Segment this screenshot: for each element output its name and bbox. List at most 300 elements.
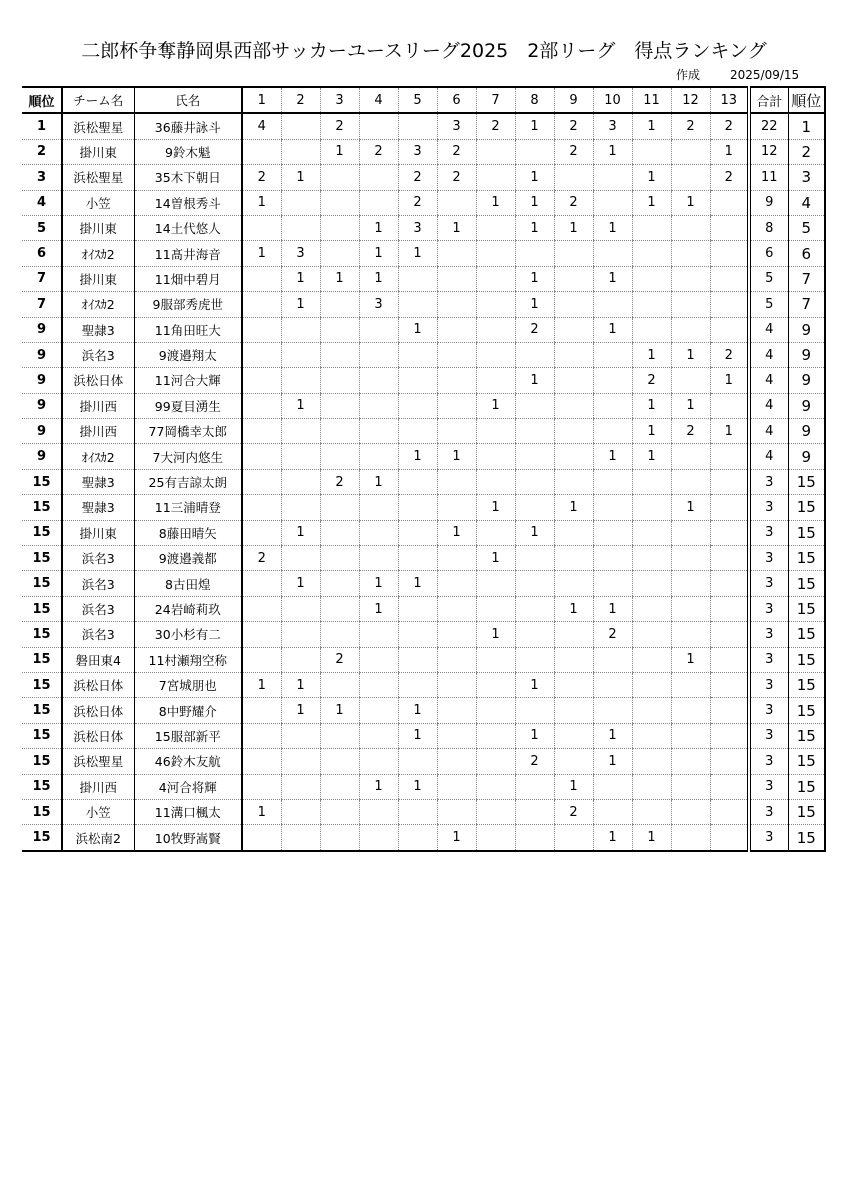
goals-cell: 1 — [710, 419, 749, 444]
total-cell: 3 — [749, 698, 788, 723]
player-name-cell: 25有吉諒太朗 — [134, 469, 242, 494]
goals-cell — [632, 774, 671, 799]
position-cell: 15 — [788, 622, 825, 647]
table-row — [22, 393, 825, 418]
goals-cell — [671, 774, 710, 799]
total-cell: 3 — [749, 596, 788, 621]
goals-cell — [320, 495, 359, 520]
goals-cell — [554, 419, 593, 444]
table-row — [22, 546, 825, 571]
goals-cell: 1 — [554, 596, 593, 621]
goals-cell — [515, 419, 554, 444]
goals-cell — [320, 342, 359, 367]
goals-cell: 1 — [515, 113, 554, 139]
goals-cell: 1 — [281, 571, 320, 596]
goals-cell — [437, 698, 476, 723]
goals-cell — [437, 596, 476, 621]
table-row — [22, 799, 825, 824]
goals-cell: 3 — [593, 113, 632, 139]
goals-cell — [437, 799, 476, 824]
team-cell: 聖隷3 — [62, 469, 134, 494]
goals-cell — [671, 317, 710, 342]
player-name-cell: 9渡邉義都 — [134, 546, 242, 571]
goals-cell: 1 — [515, 520, 554, 545]
position-cell: 1 — [788, 113, 825, 139]
table-row — [22, 622, 825, 647]
goals-cell — [476, 215, 515, 240]
goals-cell — [710, 317, 749, 342]
table-row — [22, 241, 825, 266]
goals-cell — [437, 622, 476, 647]
goals-cell — [671, 799, 710, 824]
goals-cell — [671, 266, 710, 291]
goals-cell: 1 — [593, 317, 632, 342]
table-row — [22, 723, 825, 748]
goals-cell — [671, 139, 710, 164]
position-cell: 4 — [788, 190, 825, 215]
goals-cell — [437, 647, 476, 672]
goals-cell — [359, 165, 398, 190]
goals-cell — [320, 393, 359, 418]
goals-cell — [398, 342, 437, 367]
goals-cell — [593, 520, 632, 545]
goals-cell: 2 — [554, 139, 593, 164]
rank-cell: 1 — [22, 113, 62, 139]
goals-cell — [515, 241, 554, 266]
player-name-cell: 30小杉有二 — [134, 622, 242, 647]
goals-cell — [359, 393, 398, 418]
team-cell: 浜名3 — [62, 546, 134, 571]
goals-cell — [437, 571, 476, 596]
player-name-cell: 4河合将輝 — [134, 774, 242, 799]
goals-cell — [476, 825, 515, 851]
goals-cell: 2 — [710, 165, 749, 190]
position-cell: 15 — [788, 596, 825, 621]
goals-cell: 2 — [632, 368, 671, 393]
goals-cell — [437, 774, 476, 799]
team-cell: 浜松聖星 — [62, 113, 134, 139]
position-cell: 15 — [788, 495, 825, 520]
goals-cell: 2 — [671, 113, 710, 139]
goals-cell — [632, 799, 671, 824]
table-row — [22, 520, 825, 545]
goals-cell — [281, 622, 320, 647]
goals-cell — [398, 520, 437, 545]
player-name-cell: 9渡邉翔太 — [134, 342, 242, 367]
goals-cell: 1 — [398, 241, 437, 266]
table-row — [22, 317, 825, 342]
goals-cell — [320, 571, 359, 596]
goals-cell — [710, 241, 749, 266]
goals-cell — [593, 799, 632, 824]
goals-cell: 1 — [281, 266, 320, 291]
total-cell: 3 — [749, 749, 788, 774]
goals-cell — [281, 723, 320, 748]
position-cell: 7 — [788, 266, 825, 291]
rank-cell: 5 — [22, 215, 62, 240]
created-date: 2025/09/15 — [730, 68, 800, 82]
goals-cell — [242, 469, 281, 494]
rank-cell: 9 — [22, 419, 62, 444]
goals-cell — [359, 749, 398, 774]
table-row — [22, 368, 825, 393]
goals-cell — [476, 571, 515, 596]
goals-cell: 1 — [359, 266, 398, 291]
goals-cell — [242, 622, 281, 647]
goals-cell — [359, 622, 398, 647]
goals-cell: 1 — [476, 546, 515, 571]
goals-cell — [359, 190, 398, 215]
table-row — [22, 825, 825, 851]
player-name-cell: 14土代悠人 — [134, 215, 242, 240]
goals-cell — [476, 749, 515, 774]
goals-cell: 1 — [437, 444, 476, 469]
header-match-5: 5 — [398, 87, 437, 113]
total-cell: 12 — [749, 139, 788, 164]
goals-cell — [515, 393, 554, 418]
goals-cell: 2 — [320, 647, 359, 672]
rank-cell: 9 — [22, 444, 62, 469]
goals-cell — [710, 520, 749, 545]
goals-cell — [476, 139, 515, 164]
goals-cell — [281, 825, 320, 851]
goals-cell: 1 — [671, 495, 710, 520]
goals-cell — [242, 495, 281, 520]
goals-cell — [554, 546, 593, 571]
goals-cell — [593, 546, 632, 571]
goals-cell — [242, 596, 281, 621]
goals-cell — [437, 723, 476, 748]
player-name-cell: 99夏目湧生 — [134, 393, 242, 418]
goals-cell — [710, 393, 749, 418]
table-row — [22, 698, 825, 723]
team-cell: 浜名3 — [62, 622, 134, 647]
position-cell: 15 — [788, 571, 825, 596]
goals-cell — [593, 190, 632, 215]
rank-cell: 7 — [22, 292, 62, 317]
goals-cell — [398, 495, 437, 520]
goals-cell — [554, 571, 593, 596]
goals-cell: 1 — [359, 215, 398, 240]
rank-cell: 7 — [22, 266, 62, 291]
goals-cell: 1 — [671, 647, 710, 672]
goals-cell: 3 — [398, 139, 437, 164]
goals-cell — [710, 469, 749, 494]
team-cell: 浜松南2 — [62, 825, 134, 851]
goals-cell: 1 — [671, 190, 710, 215]
goals-cell — [554, 444, 593, 469]
goals-cell — [242, 647, 281, 672]
goals-cell: 1 — [359, 571, 398, 596]
goals-cell — [671, 444, 710, 469]
goals-cell — [671, 546, 710, 571]
header-match-10: 10 — [593, 87, 632, 113]
goals-cell — [281, 799, 320, 824]
goals-cell — [632, 622, 671, 647]
table-row — [22, 342, 825, 367]
goals-cell: 1 — [515, 723, 554, 748]
goals-cell: 2 — [320, 469, 359, 494]
goals-cell: 1 — [593, 749, 632, 774]
table-row — [22, 292, 825, 317]
goals-cell — [671, 292, 710, 317]
player-name-cell: 8古田煌 — [134, 571, 242, 596]
goals-cell — [710, 190, 749, 215]
goals-cell — [710, 698, 749, 723]
goals-cell — [710, 672, 749, 697]
table-row — [22, 469, 825, 494]
goals-cell — [281, 368, 320, 393]
goals-cell — [320, 825, 359, 851]
goals-cell — [632, 596, 671, 621]
goals-cell: 3 — [398, 215, 437, 240]
goals-cell — [437, 495, 476, 520]
header-match-8: 8 — [515, 87, 554, 113]
goals-cell: 1 — [632, 825, 671, 851]
goals-cell — [359, 520, 398, 545]
goals-cell — [242, 723, 281, 748]
goals-cell — [320, 672, 359, 697]
header-match-3: 3 — [320, 87, 359, 113]
goals-cell — [671, 165, 710, 190]
table-row — [22, 266, 825, 291]
goals-cell — [242, 215, 281, 240]
header-match-7: 7 — [476, 87, 515, 113]
rank-cell: 9 — [22, 393, 62, 418]
goals-cell — [671, 622, 710, 647]
goals-cell: 1 — [398, 774, 437, 799]
goals-cell: 1 — [710, 368, 749, 393]
goals-cell — [437, 393, 476, 418]
player-name-cell: 77岡橋幸太郎 — [134, 419, 242, 444]
goals-cell: 1 — [437, 825, 476, 851]
goals-cell — [593, 774, 632, 799]
rank-cell: 15 — [22, 749, 62, 774]
goals-cell: 1 — [554, 495, 593, 520]
goals-cell — [242, 774, 281, 799]
goals-cell — [437, 749, 476, 774]
goals-cell: 1 — [242, 241, 281, 266]
position-cell: 7 — [788, 292, 825, 317]
team-cell: 浜松日体 — [62, 698, 134, 723]
team-cell: 掛川東 — [62, 520, 134, 545]
goals-cell — [320, 723, 359, 748]
team-cell: ｵｲｽｶ2 — [62, 292, 134, 317]
total-cell: 3 — [749, 799, 788, 824]
goals-cell — [281, 113, 320, 139]
goals-cell — [398, 647, 437, 672]
header-total: 合計 — [749, 87, 788, 113]
goals-cell: 1 — [515, 368, 554, 393]
goals-cell: 1 — [281, 672, 320, 697]
goals-cell — [320, 622, 359, 647]
goals-cell: 2 — [437, 165, 476, 190]
table-row — [22, 749, 825, 774]
goals-cell: 1 — [515, 165, 554, 190]
goals-cell — [281, 774, 320, 799]
goals-cell — [515, 622, 554, 647]
goals-cell — [359, 672, 398, 697]
goals-cell — [632, 292, 671, 317]
goals-cell — [476, 520, 515, 545]
total-cell: 3 — [749, 672, 788, 697]
goals-cell — [398, 799, 437, 824]
player-name-cell: 11髙井海音 — [134, 241, 242, 266]
goals-cell — [476, 317, 515, 342]
goals-cell — [437, 241, 476, 266]
rank-cell: 15 — [22, 520, 62, 545]
goals-cell: 2 — [359, 139, 398, 164]
goals-cell — [554, 165, 593, 190]
creation-info — [676, 66, 799, 83]
goals-cell: 2 — [554, 799, 593, 824]
goals-cell: 2 — [710, 342, 749, 367]
header-match-9: 9 — [554, 87, 593, 113]
goals-cell — [398, 672, 437, 697]
rank-cell: 15 — [22, 622, 62, 647]
player-name-cell: 35木下朝日 — [134, 165, 242, 190]
player-name-cell: 10牧野嵩賢 — [134, 825, 242, 851]
goals-cell — [242, 393, 281, 418]
goals-cell — [593, 342, 632, 367]
rank-cell: 3 — [22, 165, 62, 190]
position-cell: 9 — [788, 368, 825, 393]
goals-cell — [632, 215, 671, 240]
player-name-cell: 36藤井詠斗 — [134, 113, 242, 139]
goals-cell: 1 — [632, 444, 671, 469]
rank-cell: 15 — [22, 672, 62, 697]
goals-cell: 1 — [671, 342, 710, 367]
goals-cell: 1 — [632, 113, 671, 139]
goals-cell — [476, 241, 515, 266]
goals-cell: 4 — [242, 113, 281, 139]
goals-cell — [476, 672, 515, 697]
goals-cell — [710, 825, 749, 851]
team-cell: 掛川東 — [62, 139, 134, 164]
goals-cell — [359, 825, 398, 851]
total-cell: 6 — [749, 241, 788, 266]
goals-cell — [710, 266, 749, 291]
player-name-cell: 24岩崎莉玖 — [134, 596, 242, 621]
goals-cell: 1 — [632, 342, 671, 367]
goals-cell — [671, 368, 710, 393]
rank-cell: 9 — [22, 368, 62, 393]
goals-cell — [320, 419, 359, 444]
goals-cell — [593, 698, 632, 723]
goals-cell — [593, 495, 632, 520]
goals-cell: 1 — [632, 393, 671, 418]
position-cell: 15 — [788, 799, 825, 824]
position-cell: 9 — [788, 444, 825, 469]
header-match-1: 1 — [242, 87, 281, 113]
total-cell: 4 — [749, 419, 788, 444]
goals-cell: 1 — [554, 215, 593, 240]
goals-cell — [554, 723, 593, 748]
goals-cell — [320, 215, 359, 240]
goals-cell: 1 — [281, 165, 320, 190]
goals-cell: 2 — [593, 622, 632, 647]
player-name-cell: 8藤田晴矢 — [134, 520, 242, 545]
total-cell: 3 — [749, 469, 788, 494]
goals-cell: 1 — [398, 723, 437, 748]
goals-cell — [671, 672, 710, 697]
player-name-cell: 7大河内悠生 — [134, 444, 242, 469]
total-cell: 3 — [749, 495, 788, 520]
position-cell: 6 — [788, 241, 825, 266]
goals-cell — [476, 774, 515, 799]
goals-cell — [437, 266, 476, 291]
goals-cell — [476, 647, 515, 672]
goals-cell — [242, 368, 281, 393]
goals-cell: 1 — [398, 444, 437, 469]
goals-cell — [554, 368, 593, 393]
goals-cell: 1 — [320, 139, 359, 164]
goals-cell — [320, 596, 359, 621]
goals-cell: 2 — [437, 139, 476, 164]
goals-cell: 1 — [359, 596, 398, 621]
goals-cell — [320, 799, 359, 824]
goals-cell: 1 — [320, 698, 359, 723]
goals-cell — [515, 647, 554, 672]
goals-cell — [242, 698, 281, 723]
header-name: 氏名 — [134, 87, 242, 113]
header-team: チーム名 — [62, 87, 134, 113]
goals-cell — [281, 444, 320, 469]
goals-cell — [710, 799, 749, 824]
total-cell: 3 — [749, 546, 788, 571]
table-header-row — [22, 87, 825, 113]
total-cell: 5 — [749, 292, 788, 317]
position-cell: 9 — [788, 342, 825, 367]
table-row — [22, 419, 825, 444]
position-cell: 5 — [788, 215, 825, 240]
goals-cell — [710, 596, 749, 621]
goals-cell — [710, 723, 749, 748]
goals-cell: 1 — [476, 393, 515, 418]
goals-cell — [554, 393, 593, 418]
player-name-cell: 11溝口楓太 — [134, 799, 242, 824]
goals-cell — [359, 723, 398, 748]
goals-cell — [710, 495, 749, 520]
position-cell: 15 — [788, 698, 825, 723]
goals-cell — [398, 622, 437, 647]
table-row — [22, 215, 825, 240]
position-cell: 2 — [788, 139, 825, 164]
goals-cell — [632, 749, 671, 774]
position-cell: 9 — [788, 419, 825, 444]
goals-cell — [476, 292, 515, 317]
total-cell: 3 — [749, 647, 788, 672]
goals-cell — [554, 266, 593, 291]
goals-cell — [359, 419, 398, 444]
goals-cell — [593, 393, 632, 418]
goals-cell — [710, 292, 749, 317]
goals-cell — [554, 342, 593, 367]
position-cell: 15 — [788, 546, 825, 571]
goals-cell — [281, 190, 320, 215]
goals-cell — [476, 368, 515, 393]
goals-cell — [710, 622, 749, 647]
rank-cell: 15 — [22, 495, 62, 520]
goals-cell — [242, 571, 281, 596]
goals-cell — [671, 469, 710, 494]
goals-cell: 1 — [476, 622, 515, 647]
table-row — [22, 571, 825, 596]
goals-cell — [671, 596, 710, 621]
total-cell: 3 — [749, 774, 788, 799]
total-cell: 9 — [749, 190, 788, 215]
goals-cell — [398, 419, 437, 444]
